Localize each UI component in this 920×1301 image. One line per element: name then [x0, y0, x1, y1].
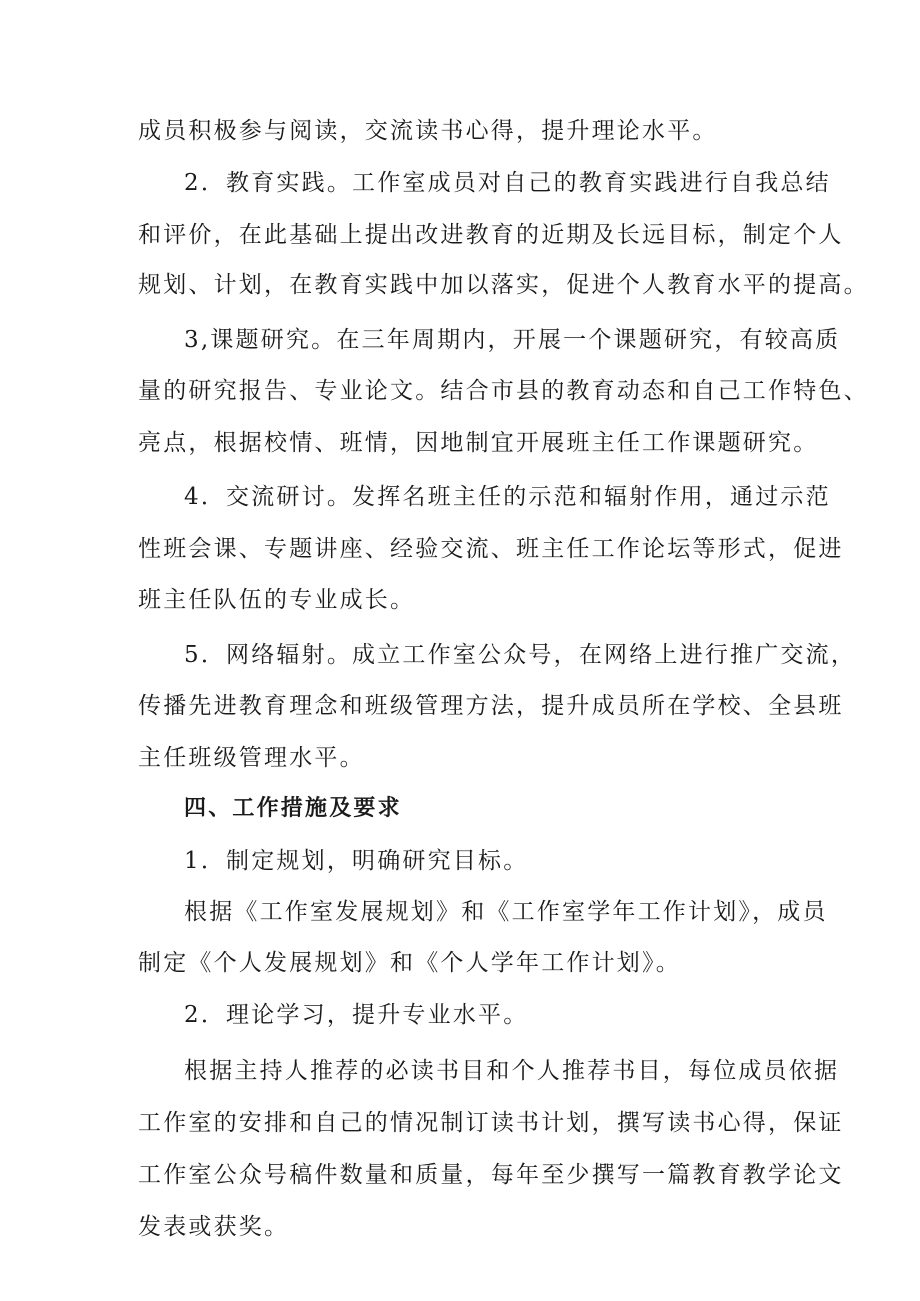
- paragraph-line: 性班会课、专题讲座、经验交流、班主任工作论坛等形式，促进: [138, 536, 844, 562]
- paragraph-line: 发表或获奖。: [138, 1214, 290, 1240]
- paragraph-line: 成员积极参与阅读，交流读书心得，提升理论水平。: [138, 118, 718, 144]
- paragraph-line: 2．教育实践。工作室成员对自己的教育实践进行自我总结: [184, 170, 831, 196]
- paragraph-line: 传播先进教育理念和班级管理方法，提升成员所在学校、全县班: [138, 693, 844, 719]
- paragraph-line: 4．交流研讨。发挥名班主任的示范和辐射作用，通过示范: [184, 484, 831, 510]
- paragraph-line: 量的研究报告、专业论文。结合市县的教育动态和自己工作特色、: [138, 378, 869, 404]
- paragraph-line: 规划、计划，在教育实践中加以落实，促进个人教育水平的提高。: [138, 272, 869, 298]
- paragraph-line: 班主任队伍的专业成长。: [138, 587, 416, 613]
- paragraph-line: 制定《个人发展规划》和《个人学年工作计划》。: [138, 950, 681, 976]
- paragraph-line: 1．制定规划，明确研究目标。: [184, 848, 529, 874]
- paragraph-line: 5．网络辐射。成立工作室公众号，在网络上进行推广交流，: [184, 642, 857, 668]
- paragraph-line: 主任班级管理水平。: [138, 745, 365, 771]
- section-heading: 四、工作措施及要求: [184, 796, 402, 821]
- paragraph-line: 亮点，根据校情、班情，因地制宜开展班主任工作课题研究。: [138, 430, 819, 456]
- paragraph-line: 3,课题研究。在三年周期内，开展一个课题研究，有较高质: [184, 327, 841, 353]
- paragraph-line: 根据《工作室发展规划》和《工作室学年工作计划》，成员: [184, 899, 828, 925]
- paragraph-line: 2．理论学习，提升专业水平。: [184, 1002, 529, 1028]
- paragraph-line: 工作室的安排和自己的情况制订读书计划，撰写读书心得，保证: [138, 1110, 844, 1136]
- paragraph-line: 根据主持人推荐的必读书目和个人推荐书目，每位成员依据: [184, 1058, 840, 1084]
- paragraph-line: 工作室公众号稿件数量和质量，每年至少撰写一篇教育教学论文: [138, 1162, 844, 1188]
- paragraph-line: 和评价，在此基础上提出改进教育的近期及长远目标，制定个人: [138, 222, 844, 248]
